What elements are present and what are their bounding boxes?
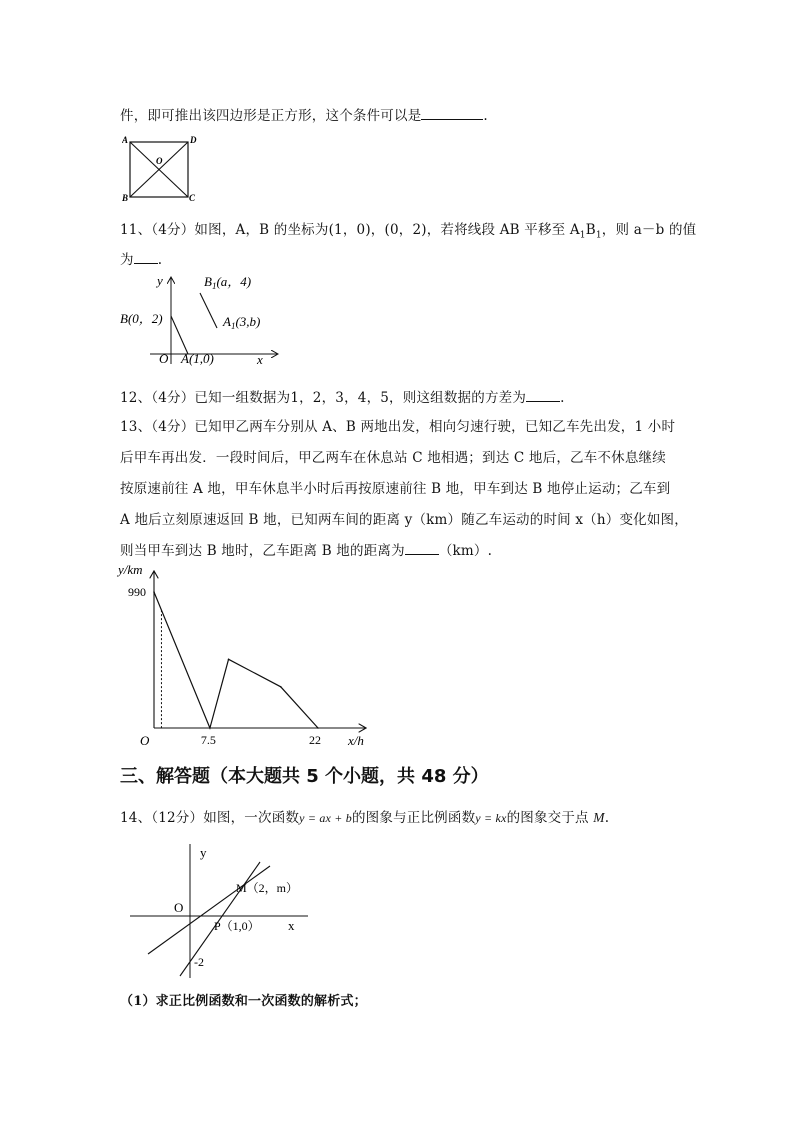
q13-answer-blank[interactable] — [405, 540, 439, 555]
q10-answer-blank[interactable] — [421, 105, 483, 120]
q13-line5: 则当甲车到达 B 地时，乙车距离 B 地的距离为 （km）. — [120, 539, 492, 559]
q14-text: 14、（12分）如图，一次函数y = ax + b的图象与正比例函数y = kx的图象交于点 M. — [120, 810, 610, 826]
q11-origin: O — [159, 351, 169, 366]
q13-distance-line — [154, 592, 318, 728]
q10-square-figure — [122, 133, 202, 207]
q13-data-point — [317, 727, 319, 729]
q12-text: 12、（4分）已知一组数据为1，2，3，4，5，则这组数据的方差为 . — [120, 386, 565, 406]
q13-line2: 后甲车再出发．一段时间后，甲乙两车在休息站 C 地相遇；到达 C 地后，乙车不休息继续 — [120, 450, 666, 466]
q13-data-point — [153, 591, 155, 593]
q13-distance-chart — [110, 560, 380, 750]
q10-text: 件，即可推出该四边形是正方形，这个条件可以是 . — [120, 104, 488, 124]
q14-axis-x: x — [288, 918, 295, 933]
q13-y-label: y/km — [118, 562, 143, 577]
q14-label-m: M（2，m） — [236, 881, 299, 895]
q13-data-point — [209, 727, 211, 729]
q14-subquestion-1: （1）求正比例函数和一次函数的解析式； — [120, 994, 367, 1009]
q13-line3: 按原速前往 A 地，甲车休息半小时后再按原速前往 B 地，甲车到达 B 地停止运动；乙车到 — [120, 481, 671, 497]
q14-axis-y: y — [200, 845, 207, 860]
q11-line1: 11、（4分）如图，A，B 的坐标为(1，0)，(0，2)，若将线段 AB 平移至 $A_1B_1$，则 a－b 的值 — [120, 222, 697, 241]
q11-label-a1: $A_1(3,b)$ — [223, 314, 261, 331]
q11-label-b: B(0，2) — [120, 311, 163, 326]
q11-answer-blank[interactable] — [134, 249, 158, 264]
q13-line1: 13、（4分）已知甲乙两车分别从 A、B 两地出发，相向匀速行驶，已知乙车先出发，1 小时 — [120, 419, 676, 435]
q14-label-p: P（1,0） — [214, 919, 260, 933]
q11-label-a: A(1,0) — [181, 351, 214, 366]
q14-label-neg2: -2 — [194, 955, 204, 969]
q11-line2: 为 . — [120, 248, 162, 268]
q11-axis-x: x — [257, 352, 263, 367]
q13-line4: A 地后立刻原速返回 B 地，已知两车间的距离 y（km）随乙车运动的时间 x（h）变化如图， — [120, 512, 688, 528]
q11-label-b1: $B_1(a$，4) — [204, 274, 252, 291]
q10-label-o: O — [156, 156, 163, 166]
q10-label-a: A — [122, 135, 129, 145]
q13-x-tick-label: 22 — [309, 733, 321, 747]
q12-answer-blank[interactable] — [526, 387, 560, 402]
q14-figure — [120, 842, 320, 982]
q13-data-point — [280, 686, 282, 688]
q13-x-label: x/h — [348, 733, 364, 748]
q14-origin: O — [174, 900, 184, 915]
q11-axis-y: y — [157, 273, 163, 288]
section-3-heading: 三、解答题（本大题共 5 个小题，共 48 分） — [120, 766, 489, 787]
q13-x-tick-label: 7.5 — [200, 733, 216, 747]
q13-origin: O — [140, 733, 150, 748]
q13-data-point — [228, 659, 230, 661]
q10-label-d: D — [190, 135, 197, 145]
q10-label-c: C — [189, 193, 196, 203]
q11-figure — [115, 268, 285, 368]
q13-y-tick-label: 990 — [128, 585, 146, 599]
q10-label-b: B — [122, 193, 129, 203]
